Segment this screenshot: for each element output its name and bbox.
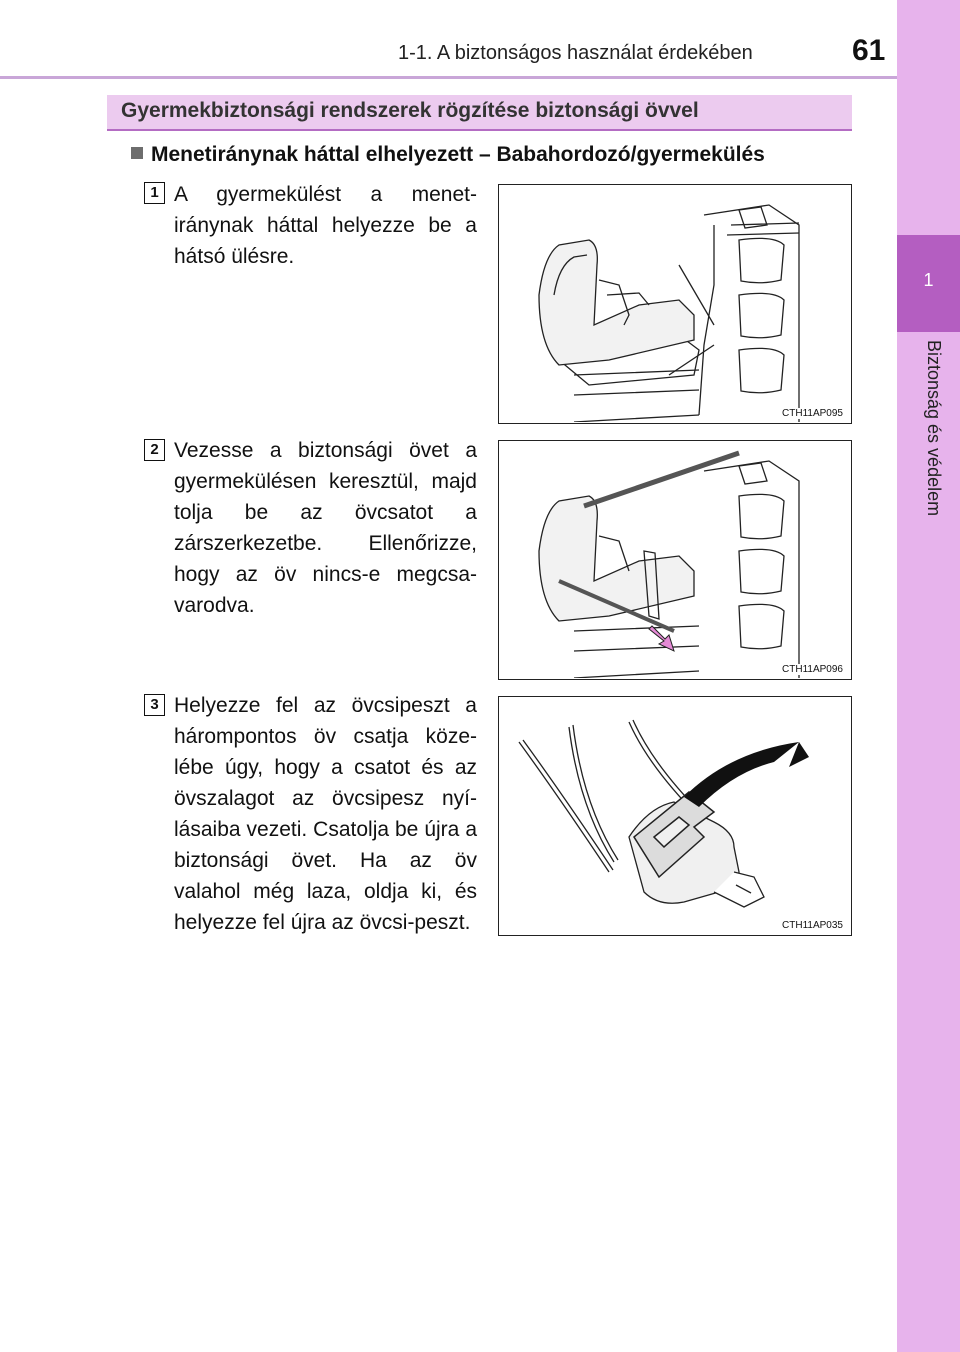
figure-child-seat-placed [498,184,852,424]
subheading [131,143,765,167]
figure-code-1: CTH11AP095 [782,408,843,419]
section-header [107,95,852,131]
chapter-label: Biztonság és védelem [924,340,944,517]
section-title: Gyermekbiztonsági rendszerek rögzítése biztonsági övvel [121,99,699,122]
figure-code-3: CTH11AP035 [782,920,843,931]
figure-locking-clip [498,696,852,936]
child-seat-rear-facing-illustration [499,185,850,422]
step-text-3: Helyezze fel az övcsipeszt a hárompontos öv csatja köze-lébe úgy, hogy a csatot és az övszalagot az övcsipesz nyí-lásaiba vezeti. Csatolja be újra a biztonsági övet. Ha az öv valahol még laza, oldja ki, és helyezze fel újra az övcsi-peszt. [174,694,477,934]
square-bullet-icon [131,147,143,159]
header-rule [0,76,900,79]
step-text-1: A gyermekülést a menet-iránynak háttal helyezze be a hátsó ülésre. [174,183,477,268]
page-number: 61 [852,34,886,67]
chapter-number: 1 [923,270,934,290]
running-header-title: 1-1. A biztonságos használat érdekében [398,42,753,64]
step-text-2: Vezesse a biztonsági övet a gyermekülésen keresztül, majd tolja be az övcsatot a zárszerkezetbe. Ellenőrizze, hogy az öv nincs-e megcsa-varodva. [174,439,477,617]
step-number-3: 3 [144,694,165,716]
chapter-side-bar [897,0,960,1352]
locking-clip-illustration [499,697,850,934]
subheading-text: Menetiránynak háttal elhelyezett – Babahordozó/gyermekülés [151,143,765,166]
figure-belt-buckled [498,440,852,680]
step-number-2: 2 [144,439,165,461]
curved-arrow-icon [684,742,809,807]
child-seat-belt-illustration [499,441,850,678]
step-number-1: 1 [144,182,165,204]
figure-code-2: CTH11AP096 [782,664,843,675]
